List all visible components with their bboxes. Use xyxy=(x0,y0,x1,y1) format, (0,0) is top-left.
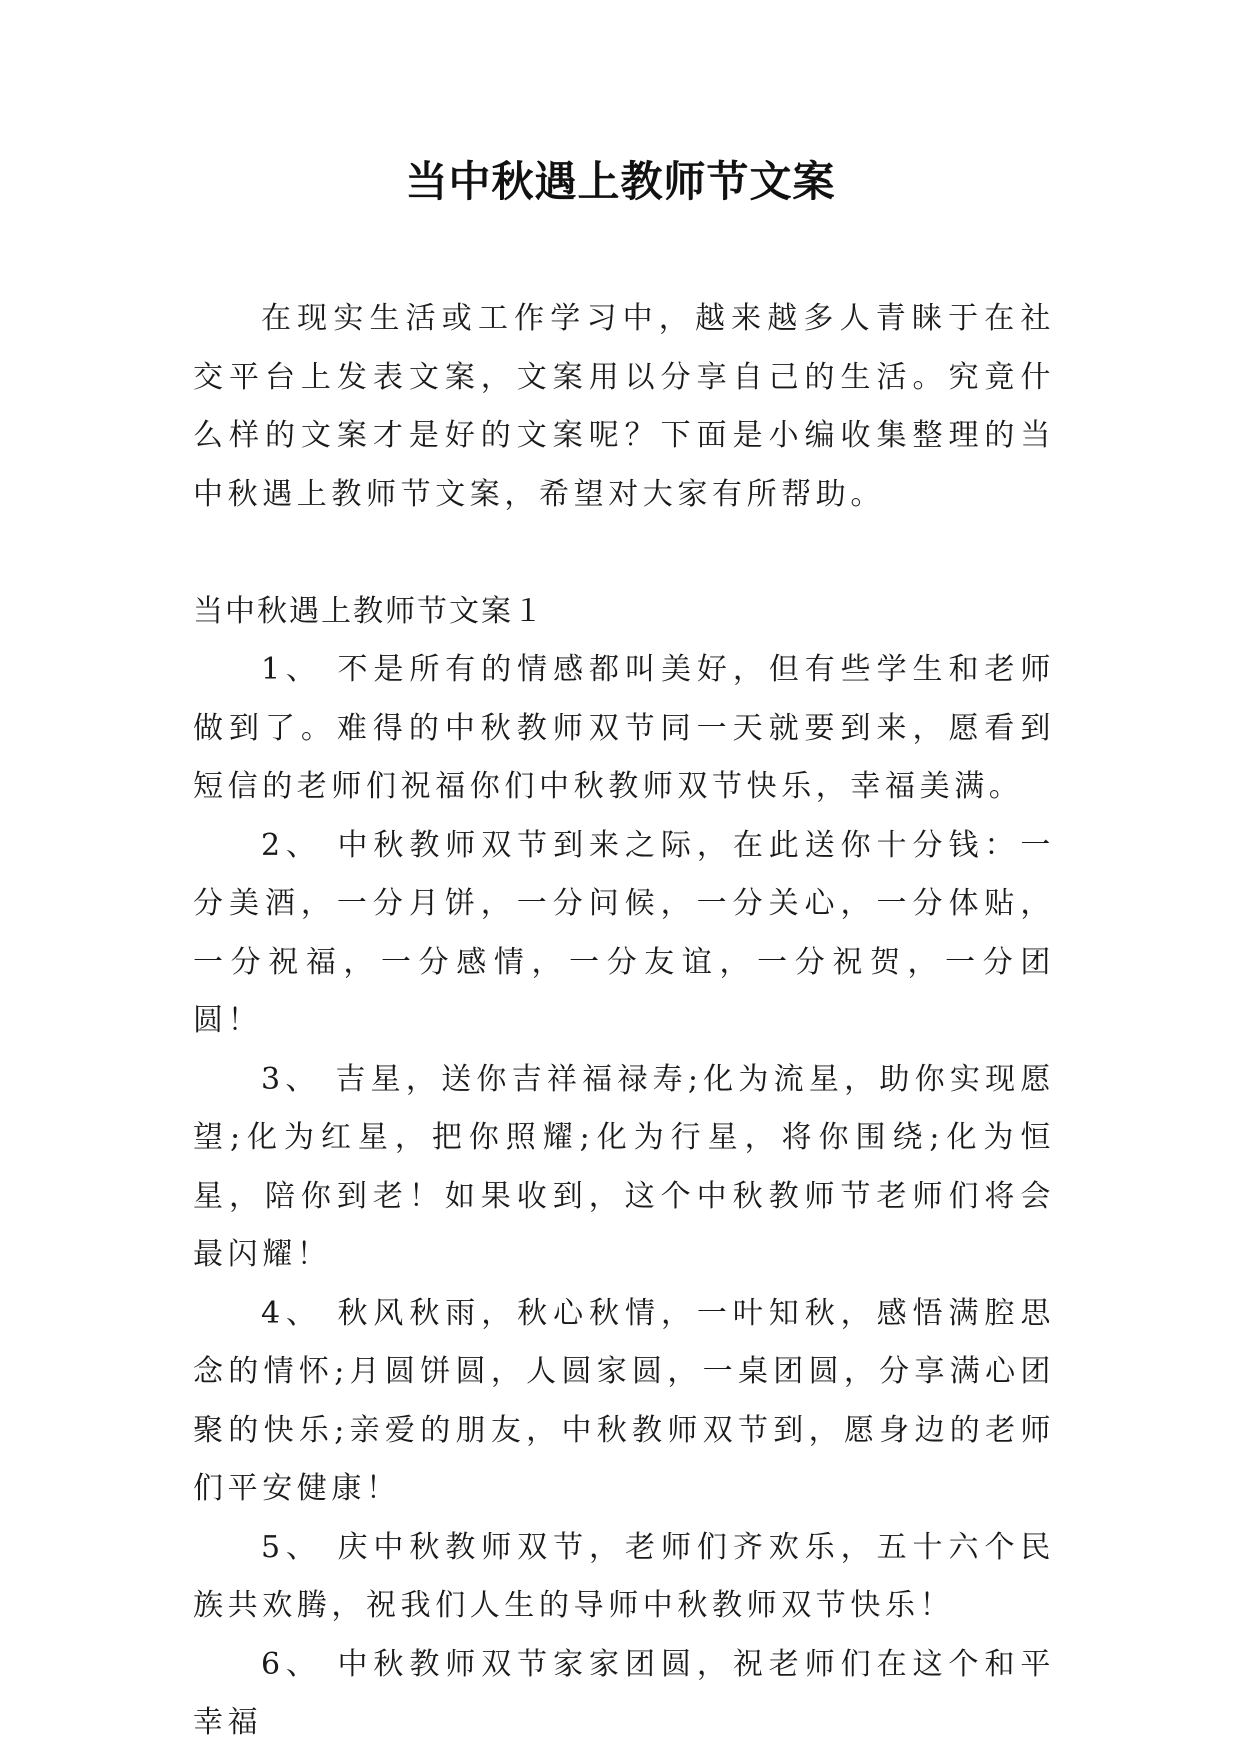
list-item: 4、 秋风秋雨，秋心秋情，一叶知秋，感悟满腔思念的情怀;月圆饼圆，人圆家圆，一桌团圆，分享满心团聚的快乐;亲爱的朋友，中秋教师双节到，愿身边的老师们平安健康！ xyxy=(193,1295,1055,1506)
section-heading: 当中秋遇上教师节文案１ xyxy=(193,594,545,629)
item-list xyxy=(193,641,1055,1753)
document-title: 当中秋遇上教师节文案 xyxy=(405,157,836,206)
list-item: 6、 中秋教师双节家家团圆，祝老师们在这个和平幸福 xyxy=(193,1646,1055,1740)
list-item: 1、 不是所有的情感都叫美好，但有些学生和老师做到了。难得的中秋教师双节同一天就要到来，愿看到短信的老师们祝福你们中秋教师双节快乐，幸福美满。 xyxy=(193,652,1055,804)
intro-paragraph: 在现实生活或工作学习中，越来越多人青睐于在社交平台上发表文案，文案用以分享自己的生活。究竟什么样的文案才是好的文案呢？下面是小编收集整理的当中秋遇上教师节文案，希望对大家有所帮助。 xyxy=(193,301,1055,512)
list-item: 5、 庆中秋教师双节，老师们齐欢乐，五十六个民族共欢腾，祝我们人生的导师中秋教师双节快乐！ xyxy=(193,1529,1055,1623)
list-item: 3、 吉星，送你吉祥福禄寿;化为流星，助你实现愿望;化为红星，把你照耀;化为行星，将你围绕;化为恒星，陪你到老！如果收到，这个中秋教师节老师们将会最闪耀！ xyxy=(193,1061,1055,1272)
list-item: 2、 中秋教师双节到来之际，在此送你十分钱：一分美酒，一分月饼，一分问候，一分关心，一分体贴，一分祝福，一分感情，一分友谊，一分祝贺，一分团圆！ xyxy=(193,827,1055,1038)
